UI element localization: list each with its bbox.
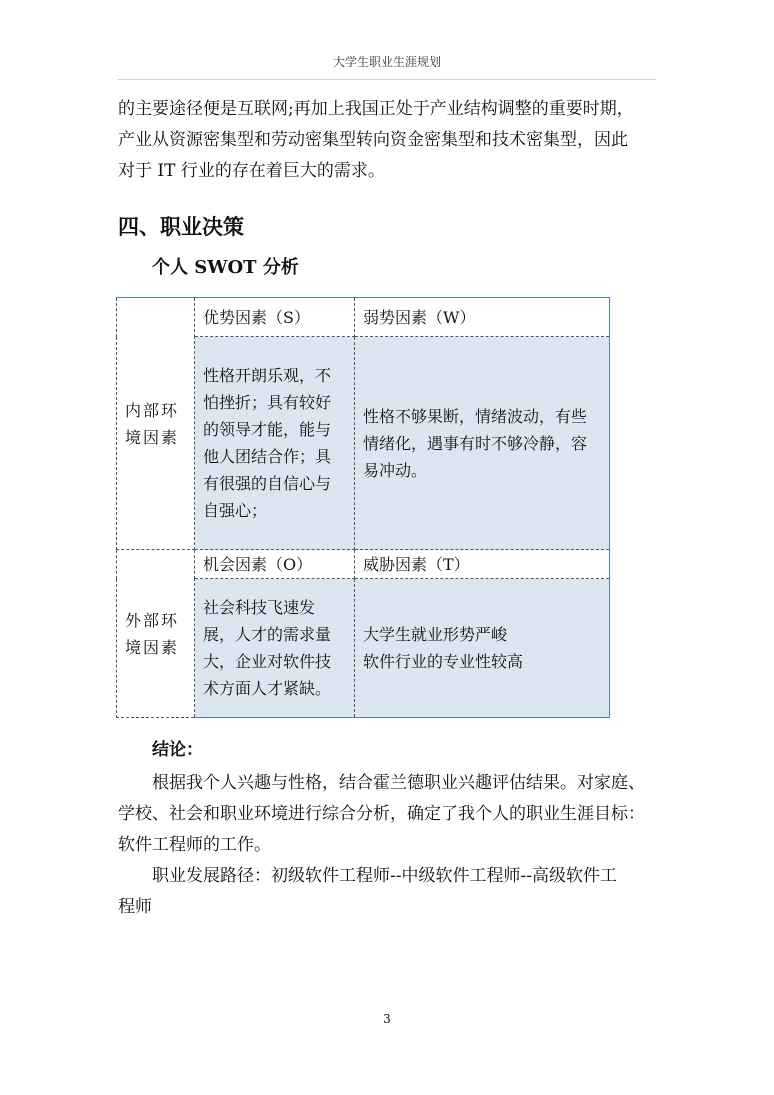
- conclusion-line: 软件工程师的工作。: [118, 835, 271, 855]
- opportunities-cell: 社会科技飞速发展，人才的需求量大，企业对软件技术方面人才紧缺。: [195, 579, 355, 718]
- intro-line: 的主要途径便是互联网;再加上我国正处于产业结构调整的重要时期，: [118, 99, 634, 119]
- header-divider: [118, 79, 656, 80]
- intro-line: 产业从资源密集型和劳动密集型转向资金密集型和技术密集型，因此: [118, 130, 628, 150]
- conclusion-title: 结论：: [152, 740, 203, 760]
- internal-factors-label: 内部环境因素: [117, 298, 195, 550]
- page-header: 大学生职业生涯规划: [332, 55, 441, 69]
- conclusion-line: 学校、社会和职业环境进行综合分析，确定了我个人的职业生涯目标：: [118, 804, 645, 824]
- conclusion-line: 根据我个人兴趣与性格，结合霍兰德职业兴趣评估结果。对家庭、: [152, 773, 645, 793]
- strengths-cell: 性格开朗乐观，不怕挫折；具有较好的领导才能，能与他人团结合作；具有很强的自信心与自强心；: [195, 337, 355, 550]
- threat-item: 大学生就业形势严峻: [363, 625, 508, 644]
- threats-header: 威胁因素（T）: [355, 550, 610, 579]
- threat-item: 软件行业的专业性较高: [363, 652, 524, 671]
- external-factors-label: 外部环境因素: [117, 550, 195, 718]
- swot-subheading: 个人 SWOT 分析: [152, 257, 299, 278]
- career-path-line: 职业发展路径：初级软件工程师--中级软件工程师--高级软件工: [152, 866, 617, 886]
- section-heading: 四、职业决策: [118, 214, 244, 239]
- opportunities-header: 机会因素（O）: [195, 550, 355, 579]
- swot-table: [116, 297, 610, 718]
- career-path-line: 程师: [118, 897, 152, 917]
- intro-line: 对于 IT 行业的存在着巨大的需求。: [118, 161, 385, 181]
- strengths-header: 优势因素（S）: [195, 298, 355, 337]
- weaknesses-cell: 性格不够果断，情绪波动，有些情绪化，遇事有时不够冷静，容易冲动。: [355, 337, 610, 550]
- page-number: 3: [383, 1012, 391, 1026]
- threats-cell: [355, 579, 610, 718]
- weaknesses-header: 弱势因素（W）: [355, 298, 610, 337]
